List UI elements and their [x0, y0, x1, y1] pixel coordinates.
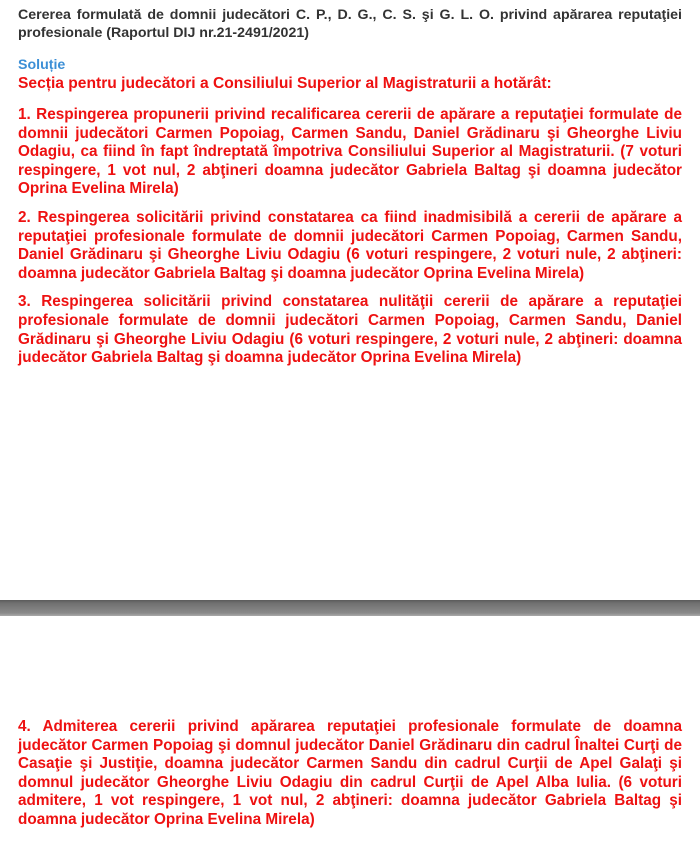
- decision-item-1: 1. Respingerea propunerii privind recalificarea cererii de apărare a reputaţiei formulate de domnii judecători Carmen Popoiag, Carmen Sandu, Daniel Grădinaru şi Gheorghe Liviu Odagiu, ca fiind în fapt îndreptată împotriva Consiliului Superior al Magistraturii. (7 voturi respingere, 1 vot nul, 2 abţineri doamna judecător Gabriela Baltag şi doamna judecător Oprina Evelina Mirela): [18, 106, 682, 198]
- section-decision-intro: Secția pentru judecători a Consiliului Superior al Magistraturii a hotărât:: [18, 75, 552, 92]
- page-divider: [0, 600, 700, 616]
- decision-item-3: 3. Respingerea solicitării privind constatarea nulităţii cererii de apărare a reputaţiei profesionale formulate de domnii judecători Carmen Popoiag, Carmen Sandu, Daniel Grădinaru şi Gheorghe Liviu Odagiu (6 voturi respingere, 2 voturi nule, 2 abţineri: doamna judecător Gabriela Baltag şi doamna judecător Oprina Evelina Mirela): [18, 293, 682, 367]
- decision-item-2: 2. Respingerea solicitării privind constatarea ca fiind inadmisibilă a cererii de apărare a reputaţiei profesionale formulate de domnii judecători Carmen Popoiag, Carmen Sandu, Daniel Grădinaru şi Gheorghe Liviu Odagiu (6 voturi respingere, 2 voturi nule, 2 abţineri: doamna judecător Gabriela Baltag şi doamna judecător Oprina Evelina Mirela): [18, 208, 682, 282]
- document-page-2: [0, 616, 700, 865]
- case-heading: Cererea formulată de domnii judecători C. P., D. G., C. S. şi G. L. O. privind apărarea reputaţiei profesionale (Raportul DIJ nr.21-2491/2021): [18, 7, 682, 41]
- decision-item-4: 4. Admiterea cererii privind apărarea reputaţiei profesionale formulate de doamna judecător Carmen Popoiag şi domnul judecător Daniel Grădinaru din cadrul Înaltei Curţi de Casaţie şi Justiţie, doamna judecător Carmen Sandu din cadrul Curţii de Apel Galaţi şi domnul judecător Gheorghe Liviu Odagiu din cadrul Curţii de Apel Alba Iulia. (6 voturi admitere, 1 vot respingere, 1 vot nul, 2 abţineri: doamna judecător Gabriela Baltag şi doamna judecător Oprina Evelina Mirela): [18, 718, 682, 828]
- solution-label: Soluție: [18, 57, 66, 73]
